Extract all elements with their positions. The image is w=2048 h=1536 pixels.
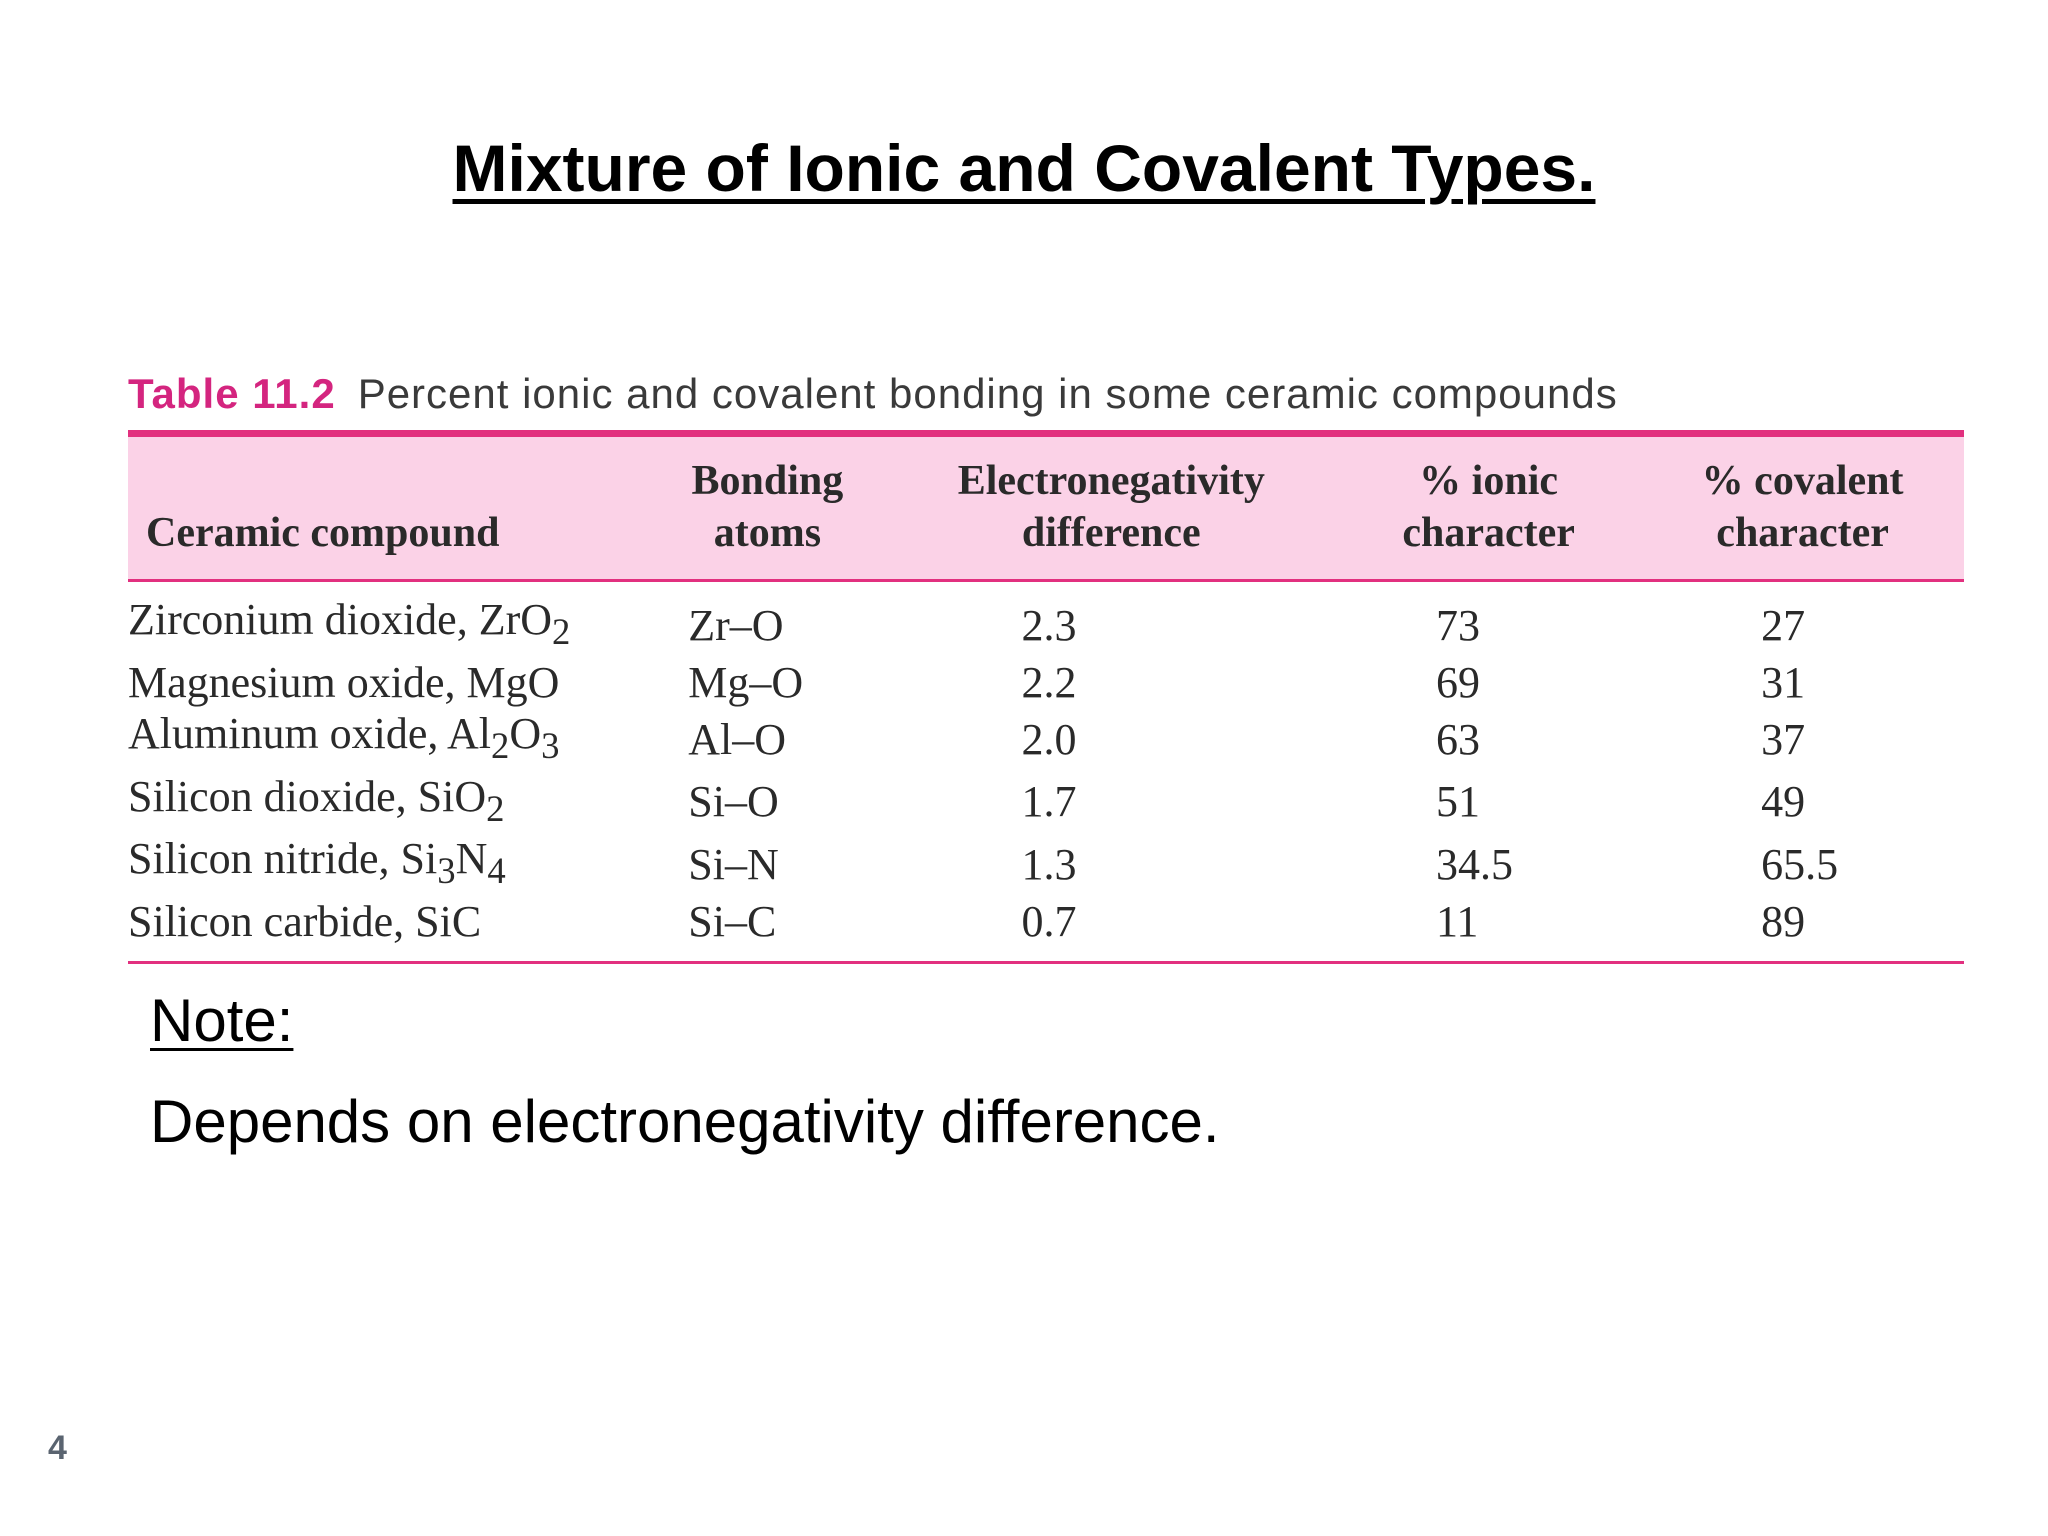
table-header (128, 434, 1964, 581)
table-body (128, 581, 1964, 963)
cell-percent-ionic: 11 (1336, 896, 1641, 963)
formula-subscript: 2 (491, 724, 510, 766)
table-caption-text: Percent ionic and covalent bonding in some ceramic compounds (357, 370, 1618, 417)
cell-en-difference: 2.2 (1021, 657, 1077, 707)
header-en-line1: Electronegativity (957, 458, 1265, 504)
formula-element: N (455, 834, 488, 884)
compound-name: Silicon carbide, SiC (128, 897, 482, 947)
cell-percent-covalent: 49 (1761, 777, 1806, 827)
header-ionic-line1: % ionic (1419, 458, 1559, 504)
note-heading (150, 985, 293, 1057)
table-row (128, 771, 1964, 834)
cell-percent-covalent: 89 (1641, 896, 1964, 963)
header-ionic-line2: character (1402, 510, 1575, 556)
cell-en-difference: 0.7 (887, 896, 1337, 963)
cell-percent-covalent: 37 (1761, 714, 1806, 764)
header-ceramic-compound (128, 434, 648, 581)
formula-subscript: 2 (486, 787, 505, 829)
cell-compound (128, 896, 648, 963)
cell-compound (128, 657, 648, 708)
ceramic-bonding-table (128, 430, 1964, 964)
cell-en-difference: 2.3 (1021, 600, 1077, 650)
cell-percent-ionic: 69 (1436, 657, 1481, 707)
cell-en-difference: 1.3 (1021, 840, 1077, 890)
cell-percent-covalent: 65.5 (1761, 840, 1839, 890)
table-row (128, 896, 1964, 963)
table-caption-label: Table 11.2 (128, 370, 336, 417)
cell-compound (128, 708, 648, 771)
cell-bonding-atoms: Si–N (688, 840, 779, 890)
table-row (128, 657, 1964, 708)
header-electronegativity-difference (887, 434, 1337, 581)
table-row (128, 833, 1964, 896)
header-bonding-atoms (648, 434, 886, 581)
formula-element: O (509, 708, 542, 758)
cell-compound (128, 771, 648, 834)
compound-name: Aluminum oxide, Al (128, 708, 491, 758)
cell-bonding-atoms: Mg–O (688, 657, 804, 707)
header-covalent-line2: character (1716, 510, 1889, 556)
formula-subscript: 2 (552, 610, 571, 652)
note-heading-text: Note: (150, 987, 294, 1054)
compound-name: Zirconium dioxide, ZrO (128, 595, 553, 644)
cell-bonding-atoms: Al–O (688, 714, 787, 764)
slide-title (0, 128, 2048, 208)
header-en-line2: difference (1021, 510, 1201, 556)
formula-subscript: 3 (437, 850, 456, 892)
compound-name: Silicon nitride, Si (128, 834, 438, 884)
cell-en-difference: 1.7 (1021, 777, 1077, 827)
header-percent-covalent (1641, 434, 1964, 581)
cell-percent-ionic: 63 (1436, 714, 1481, 764)
cell-percent-ionic: 73 (1436, 600, 1481, 650)
table-row (128, 708, 1964, 771)
formula-subscript: 3 (541, 724, 560, 766)
cell-percent-ionic: 34.5 (1436, 840, 1514, 890)
cell-bonding-atoms: Si–O (688, 777, 779, 827)
cell-percent-covalent: 27 (1761, 600, 1806, 650)
cell-en-difference: 2.0 (1021, 714, 1077, 764)
cell-percent-ionic: 51 (1436, 777, 1481, 827)
header-percent-ionic (1336, 434, 1641, 581)
cell-compound (128, 833, 648, 896)
header-bonding-atoms-line2: atoms (713, 510, 822, 556)
compound-name: Silicon dioxide, SiO (128, 771, 487, 821)
cell-percent-covalent: 31 (1761, 657, 1806, 707)
cell-bonding-atoms: Zr–O (688, 600, 784, 650)
cell-bonding-atoms: Si–C (648, 896, 886, 963)
table-header-row (128, 434, 1964, 581)
table-row (128, 581, 1964, 657)
slide-title-text: Mixture of Ionic and Covalent Types. (452, 131, 1596, 205)
note-body: Depends on electronegativity difference. (150, 1088, 1220, 1155)
table-caption (128, 366, 1618, 422)
header-covalent-line1: % covalent (1701, 458, 1904, 504)
formula-subscript: 4 (487, 850, 506, 892)
ceramic-bonding-table-container (128, 430, 1964, 964)
page-number: 4 (48, 1429, 67, 1467)
compound-name: Magnesium oxide, MgO (128, 657, 560, 707)
cell-compound (128, 581, 648, 657)
header-ceramic-compound-text: Ceramic compound (146, 510, 500, 556)
header-bonding-atoms-line1: Bonding (691, 458, 844, 504)
